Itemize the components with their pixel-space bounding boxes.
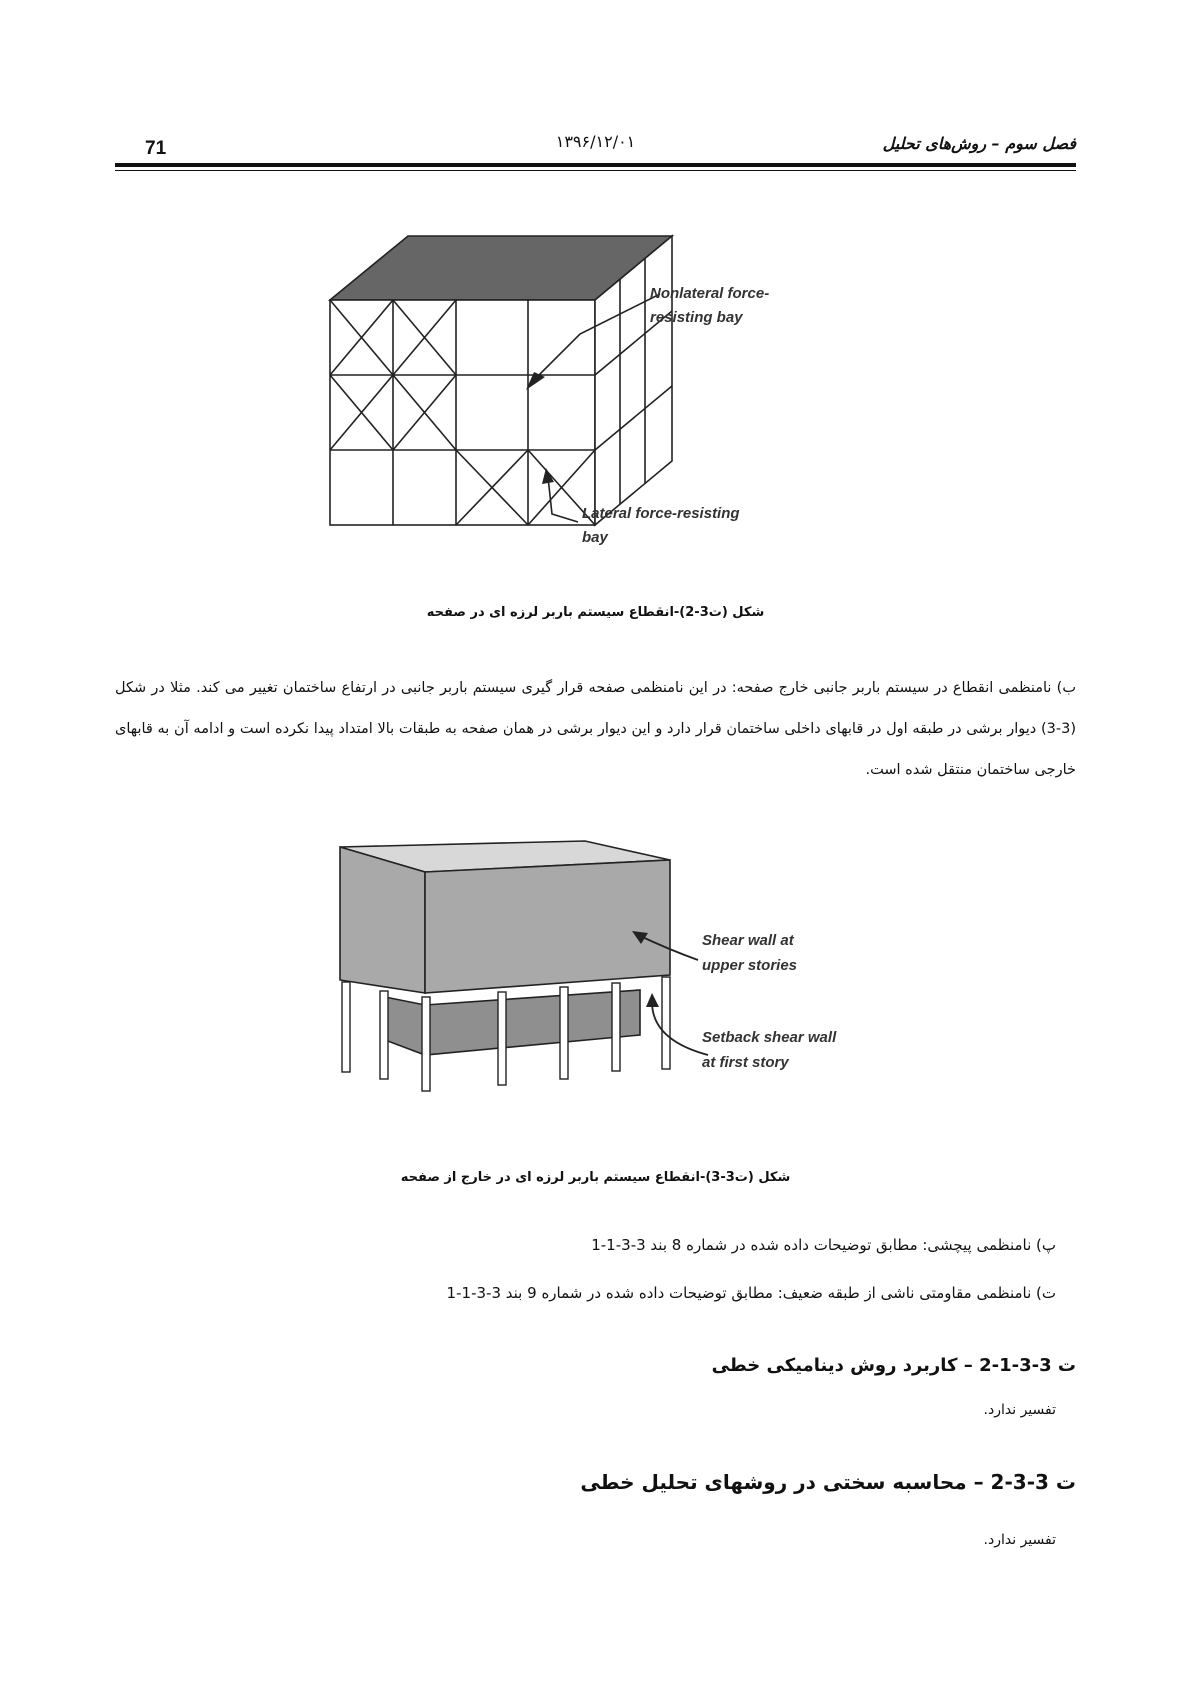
header-rule-thin	[115, 170, 1076, 171]
page-header	[115, 128, 1076, 158]
page-number: 71	[145, 138, 167, 159]
paragraph-b: ب) نامنظمی انقطاع در سیستم باربر جانبی خارج صفحه: در این نامنظمی صفحه قرار گیری سیستم باربر جانبی در ارتفاع ساختمان تغییر می کند. مثلا در شکل (3-3) دیوار برشی در طبقه اول در قابهای داخلی ساختمان قرار دارد و این دیوار برشی در همان صفحه به طبقات بالا امتداد پیدا نکرده است و ادامه آن به قابهای خارجی ساختمان منتقل شده است.	[115, 680, 1076, 778]
fig1-label-bottom-1: Lateral force-resisting	[582, 505, 740, 522]
fig2-label-top-1: Shear wall at	[702, 932, 794, 949]
header-rule-thick	[115, 163, 1076, 167]
figure2-caption: شکل (ت3-3)-انقطاع سیستم باربر لرزه ای در خارج از صفحه	[400, 1170, 791, 1185]
header-date: ۱۳۹۶/۱۲/۰۱	[555, 132, 636, 151]
section2-heading: ت 3-3-2 – محاسبه سختی در روشهای تحلیل خطی	[580, 1470, 1076, 1494]
figure1-drawing	[320, 222, 880, 587]
figure1-caption: شکل (ت3-2)-انقطاع سیستم باربر لرزه ای در صفحه	[426, 605, 765, 620]
item-p: پ) نامنظمی پیچشی: مطابق توضیحات داده شده در شماره 8 بند 3-3-1-1	[591, 1236, 1056, 1254]
figure2-drawing	[330, 825, 890, 1140]
fig2-label-top-2: upper stories	[702, 957, 798, 974]
fig2-label-bottom-2: at first story	[702, 1054, 789, 1071]
fig2-label-bottom-1: Setback shear wall	[702, 1029, 837, 1046]
figure-in-plane-discontinuity	[320, 222, 880, 587]
section1-heading: ت 3-3-1-2 – کاربرد روش دینامیکی خطی	[711, 1355, 1076, 1376]
fig2-arrow-head-2	[646, 993, 659, 1007]
chapter-title: فصل سوم – روش‌های تحلیل	[882, 134, 1076, 153]
figure-out-of-plane-discontinuity	[330, 825, 890, 1140]
item-t: ت) نامنظمی مقاومتی ناشی از طبقه ضعیف: مطابق توضیحات داده شده در شماره 9 بند 3-3-1-1	[446, 1284, 1056, 1302]
fig1-label-bottom-2: bay	[582, 529, 608, 546]
fig1-label-top-1: Nonlateral force-	[650, 285, 770, 302]
section2-body: تفسیر ندارد.	[983, 1532, 1056, 1548]
fig1-label-top-2: resisting bay	[650, 309, 743, 326]
section1-body: تفسیر ندارد.	[983, 1402, 1056, 1418]
